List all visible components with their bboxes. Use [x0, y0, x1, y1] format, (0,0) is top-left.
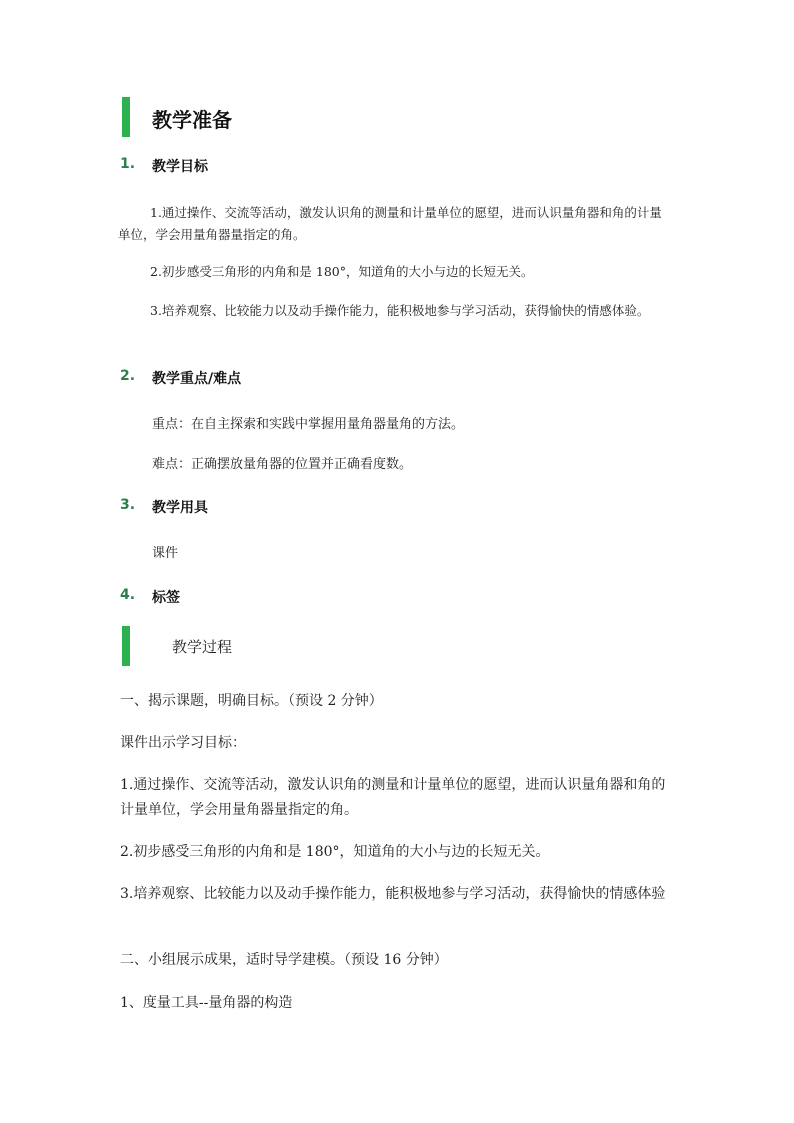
page-title: 教学准备: [152, 108, 232, 132]
section-number-2: 2.: [120, 368, 136, 384]
process-accent-bar: [122, 626, 130, 666]
section-number-1: 1.: [120, 156, 136, 172]
process-paragraph-2: 课件出示学习目标：: [120, 735, 246, 751]
process-paragraph-6: 二、小组展示成果，适时导学建模。（预设 16 分钟）: [120, 952, 448, 968]
process-paragraph-4: 2.初步感受三角形的内角和是 180°，知道角的大小与边的长短无关。: [120, 844, 550, 860]
section-heading-goals: 教学目标: [152, 159, 208, 175]
process-paragraph-5: 3.培养观察、比较能力以及动手操作能力，能积极地参与学习活动，获得愉快的情感体验: [120, 886, 666, 902]
section-heading-tags: 标签: [152, 590, 180, 606]
key-point-text: 重点：在自主探索和实践中掌握用量角器量角的方法。: [152, 417, 465, 432]
process-paragraph-1: 一、揭示课题，明确目标。（预设 2 分钟）: [120, 693, 383, 709]
section-number-4: 4.: [120, 587, 136, 603]
section-heading-tools: 教学用具: [152, 500, 208, 516]
title-accent-bar: [122, 97, 130, 137]
process-paragraph-3: 1.通过操作、交流等活动，激发认识角的测量和计量单位的愿望，进而认识量角器和角的计量单位，学会用量角器量指定的角。: [120, 777, 666, 818]
difficult-point-text: 难点：正确摆放量角器的位置并正确看度数。: [152, 457, 413, 472]
tools-text: 课件: [152, 546, 179, 561]
goal-paragraph-3: 3.培养观察、比较能力以及动手操作能力，能积极地参与学习活动，获得愉快的情感体验。: [150, 303, 650, 318]
process-paragraph-7: 1、度量工具--量角器的构造: [120, 995, 293, 1011]
section-heading-key-points: 教学重点/难点: [152, 371, 242, 387]
goal-paragraph-1: 1.通过操作、交流等活动，激发认识角的测量和计量单位的愿望，进而认识量角器和角的计量单位，学会用量角器量指定的角。: [118, 205, 662, 242]
section-number-3: 3.: [120, 497, 136, 513]
goal-paragraph-2: 2.初步感受三角形的内角和是 180°，知道角的大小与边的长短无关。: [150, 264, 534, 279]
process-title: 教学过程: [172, 638, 233, 656]
